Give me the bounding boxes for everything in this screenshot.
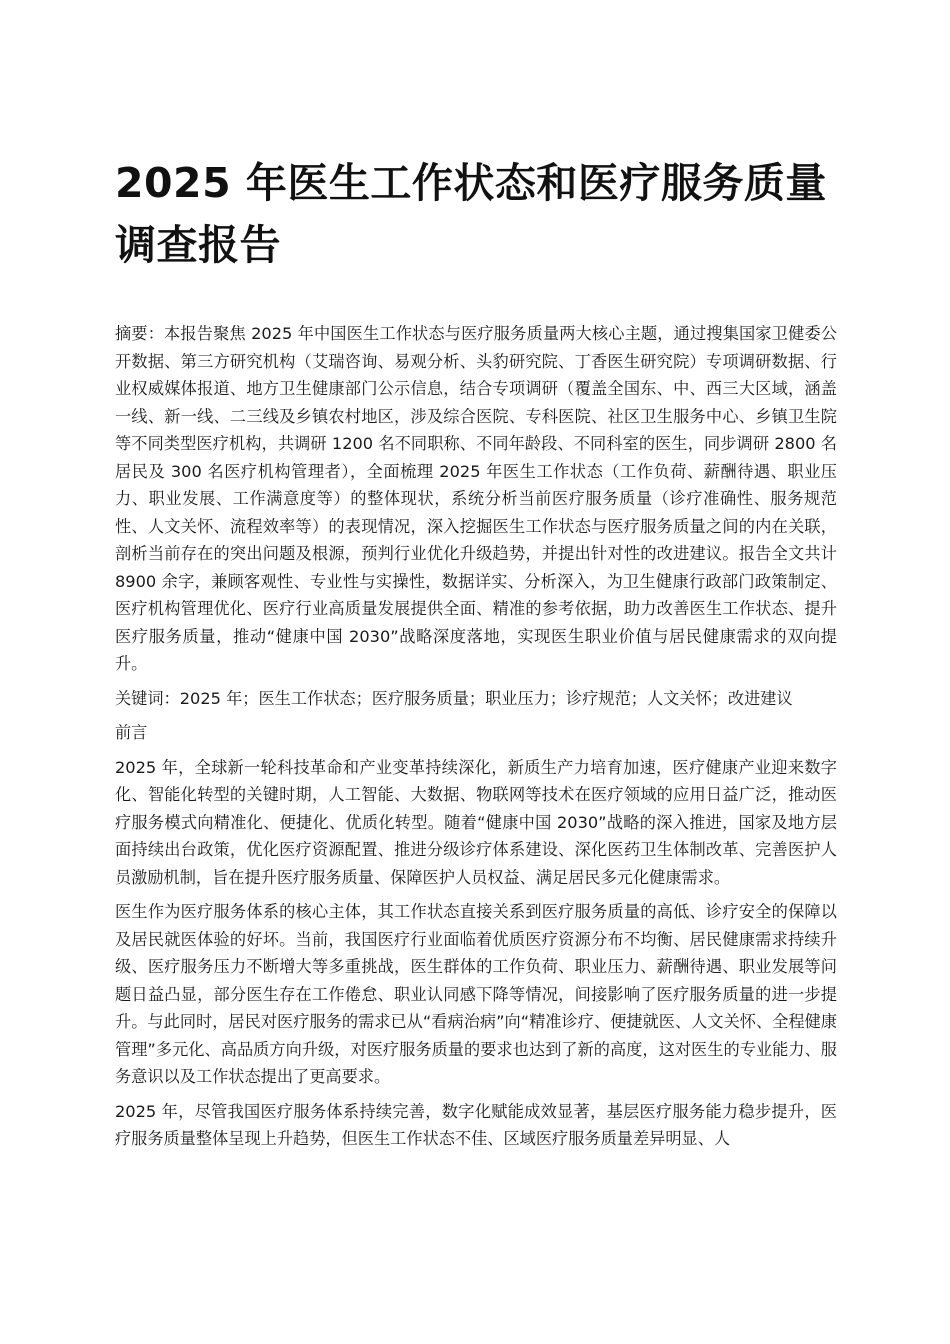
- abstract-paragraph: 摘要：本报告聚焦 2025 年中国医生工作状态与医疗服务质量两大核心主题，通过搜集国家卫健委公开数据、第三方研究机构（艾瑞咨询、易观分析、头豹研究院、丁香医生研究院）专项调研数据、行业权威媒体报道、地方卫生健康部门公示信息，结合专项调研（覆盖全国东、中、西三大区域，涵盖一线、新一线、二三线及乡镇农村地区，涉及综合医院、专科医院、社区卫生服务中心、乡镇卫生院等不同类型医疗机构，共调研 1200 名不同职称、不同年龄段、不同科室的医生，同步调研 2800 名居民及 300 名医疗机构管理者），全面梳理 2025 年医生工作状态（工作负荷、薪酬待遇、职业压力、职业发展、工作满意度等）的整体现状，系统分析当前医疗服务质量（诊疗准确性、服务规范性、人文关怀、流程效率等）的表现情况，深入挖掘医生工作状态与医疗服务质量之间的内在关联，剖析当前存在的突出问题及根源，预判行业优化升级趋势，并提出针对性的改进建议。报告全文共计 8900 余字，兼顾客观性、专业性与实操性，数据详实、分析深入，为卫生健康行政部门政策制定、医疗机构管理优化、医疗行业高质量发展提供全面、精准的参考依据，助力改善医生工作状态、提升医疗服务质量，推动“健康中国 2030”战略深度落地，实现医生职业价值与居民健康需求的双向提升。: [115, 324, 837, 673]
- document-title: 2025 年医生工作状态和医疗服务质量调查报告: [115, 159, 827, 269]
- body-paragraph: 2025 年，尽管我国医疗服务体系持续完善，数字化赋能成效显著，基层医疗服务能力稳步提升，医疗服务质量整体呈现上升趋势，但医生工作状态不佳、区域医疗服务质量差异明显、人: [115, 1101, 837, 1148]
- body-paragraph: 医生作为医疗服务体系的核心主体，其工作状态直接关系到医疗服务质量的高低、诊疗安全的保障以及居民就医体验的好坏。当前，我国医疗行业面临着优质医疗资源分布不均衡、居民健康需求持续升级、医疗服务压力不断增大等多重挑战，医生群体的工作负荷、职业压力、薪酬待遇、职业发展等问题日益凸显，部分医生存在工作倦怠、职业认同感下降等情况，间接影响了医疗服务质量的进一步提升。与此同时，居民对医疗服务的需求已从“看病治病”向“精准诊疗、便捷就医、人文关怀、全程健康管理”多元化、高品质方向升级，对医疗服务质量的要求也达到了新的高度，这对医生的专业能力、服务意识以及工作状态提出了更高要求。: [115, 902, 837, 1086]
- body-paragraph: 2025 年，全球新一轮科技革命和产业变革持续深化，新质生产力培育加速，医疗健康产业迎来数字化、智能化转型的关键时期，人工智能、大数据、物联网等技术在医疗领域的应用日益广泛，推动医疗服务模式向精准化、便捷化、优质化转型。随着“健康中国 2030”战略的深入推进，国家及地方层面持续出台政策，优化医疗资源配置、推进分级诊疗体系建设、深化医药卫生体制改革、完善医护人员激励机制，旨在提升医疗服务质量、保障医护人员权益、满足居民多元化健康需求。: [115, 757, 837, 887]
- document-body: [115, 320, 837, 1160]
- preface-heading: 前言: [115, 723, 148, 742]
- keywords-paragraph: 关键词：2025 年；医生工作状态；医疗服务质量；职业压力；诊疗规范；人文关怀；改进建议: [115, 688, 793, 708]
